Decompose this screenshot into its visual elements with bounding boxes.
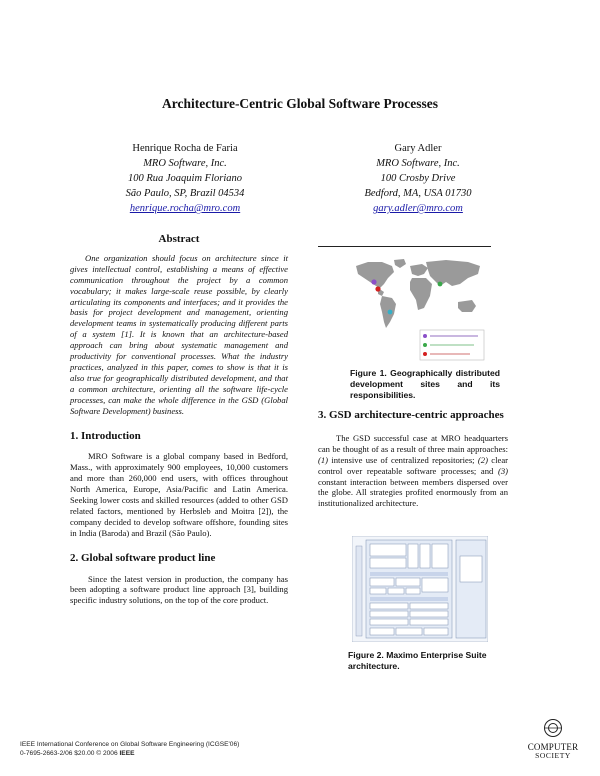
diagram-box [370, 603, 408, 609]
gsd-text-part: clear control over repeatable software processes; and [318, 454, 508, 476]
abstract-text: One organization should focus on architecture since it gives intellectual control, establishing a means of effective communication throughout the project by a common vocabulary; it makes large-scale reuse possible, by clearly articulating its components and interfaces; and it provides the basis for project development and management, orienting development teams in systematically producing different parts of a system [1]. It is known that an architecture-based approach can bring about systematic management and productivity for conventional processes. What the industry practices, analyzed in this paper, comes to show is that it is also true for geographically distributed development, and that a common architecture, orienting all the software life-cycle processes, can make the whole difference in the GSD (Global Software Development) business. [70, 252, 288, 416]
author-block-2 [318, 141, 518, 216]
diagram-box [370, 558, 406, 568]
diagram-box [408, 544, 418, 568]
architecture-diagram-image [352, 536, 488, 642]
diagram-box [370, 628, 394, 635]
diagram-box [396, 628, 422, 635]
figure1-map [350, 256, 488, 364]
conference-line: IEEE International Conference on Global Software Engineering (ICGSE'06) [20, 741, 240, 748]
site-marker-sao-paulo [388, 310, 393, 315]
gsd-text-part: The GSD successful case at MRO headquarters can be thought of as a result of three main approaches: [318, 432, 508, 454]
ieee-logo-text: IEEE [119, 749, 135, 757]
gsd-enum-1: (1) [318, 454, 329, 465]
author-city: São Paulo, SP, Brazil 04534 [125, 188, 245, 199]
diagram-box [388, 588, 404, 594]
author-name: Gary Adler [394, 143, 442, 154]
author-email-link[interactable]: henrique.rocha@mro.com [129, 203, 241, 214]
diagram-box [370, 544, 406, 556]
abstract-heading: Abstract [158, 233, 200, 245]
diagram-box [410, 619, 448, 625]
diagram-box [406, 588, 420, 594]
gsd-text [318, 433, 508, 509]
legend-dot-purple [423, 334, 427, 338]
figure2-caption: Figure 2. Maximo Enterprise Suite architecture. [348, 650, 487, 671]
author-street: 100 Crosby Drive [380, 173, 456, 184]
world-map-image [350, 256, 488, 364]
society-name-line1: COMPUTER [527, 742, 579, 752]
society-emblem-icon [543, 718, 563, 738]
society-name-line2: SOCIETY [535, 751, 571, 760]
author-city: Bedford, MA, USA 01730 [364, 188, 472, 199]
footer [20, 741, 239, 758]
isbn-line: 0-7695-2663-2/06 $20.00 © 2006 [20, 749, 118, 757]
left-column [70, 234, 288, 606]
diagram-box [460, 556, 482, 582]
diagram-box [396, 578, 420, 586]
side-band [356, 546, 362, 636]
figure1-top-rule [318, 246, 491, 247]
gsd-enum-3: (3) [497, 465, 508, 476]
legend-text-line [430, 335, 478, 337]
gsd-text-part: intensive use of centralized repositories; [328, 454, 478, 465]
legend-text-line [430, 353, 470, 355]
diagram-box [422, 578, 448, 592]
right-column-text [318, 410, 508, 509]
diagram-box [432, 544, 448, 568]
layer-band [370, 597, 448, 601]
diagram-box [370, 588, 386, 594]
legend-dot-green [423, 343, 427, 347]
author-org: MRO Software, Inc. [376, 158, 460, 169]
intro-heading: 1. Introduction [70, 429, 141, 442]
gsd-text-part: constant interaction between members dispersed over the globe. All strategies profited enormously from an institutionalized architecture. [318, 476, 508, 509]
gsd-enum-2: (2) [477, 454, 488, 465]
diagram-box [370, 619, 408, 625]
gsd-heading: 3. GSD architecture-centric approaches [318, 409, 504, 421]
author-block-1 [80, 141, 290, 216]
site-marker-usa [375, 286, 380, 291]
gspl-heading: 2. Global software product line [70, 551, 216, 564]
paper-title: Architecture-Centric Global Software Processes [161, 96, 439, 111]
computer-society-logo [522, 718, 584, 768]
diagram-box [424, 628, 448, 635]
author-email-link[interactable]: gary.adler@mro.com [373, 203, 463, 214]
legend-text-line [430, 344, 474, 346]
gspl-text: Since the latest version in production, the company has been adopting a software product line approach [3], building specific industry solutions, on the top of the core product. [70, 573, 288, 606]
intro-text: MRO Software is a global company based in Bedford, Mass., with approximately 900 employees, 10,000 customers and more than 260,000 end users, with offices throughout North America, Europe, Asia/Pacific and Latin America. Seeking lower costs and skilled resources (added to other GSD related factors, mentioned by Herbsleb and Moitra [2]), the company decided to develop software offshore, founding sites in India (Baroda) and Brazil (São Paulo). [70, 451, 288, 538]
diagram-box [370, 578, 394, 586]
integration-block [456, 540, 486, 638]
diagram-box [410, 603, 448, 609]
figure1-caption: Figure 1. Geographically distributed development sites and its responsibilities. [350, 368, 500, 400]
author-name: Henrique Rocha de Faria [132, 143, 238, 154]
legend-dot-red [423, 352, 427, 356]
site-marker-bedford [371, 279, 376, 284]
layer-band [370, 572, 448, 576]
diagram-box [410, 611, 448, 617]
site-marker-baroda [438, 282, 443, 287]
author-org: MRO Software, Inc. [143, 158, 227, 169]
author-street: 100 Rua Joaquim Floriano [127, 173, 243, 184]
diagram-box [370, 611, 408, 617]
figure2-diagram [352, 536, 488, 642]
diagram-box [420, 544, 430, 568]
